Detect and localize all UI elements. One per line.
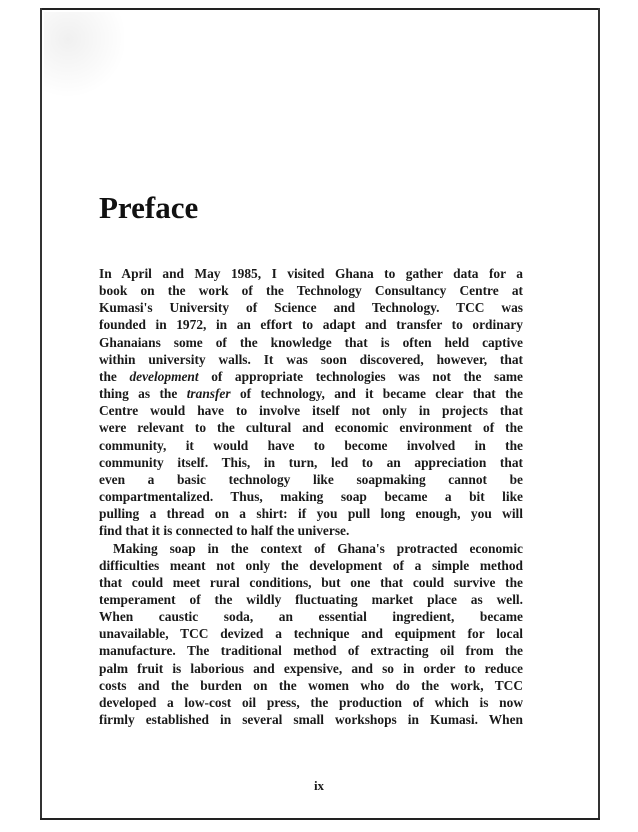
body-line: thing as the transfer of technology, and it became clear that the <box>99 386 523 402</box>
body-line: even a basic technology like soapmaking cannot be <box>99 471 523 487</box>
body-line: firmly established in several small workshops in Kumasi. When <box>99 712 523 728</box>
page-edge-bottom <box>40 818 600 820</box>
body-line: Making soap in the context of Ghana's protracted economic <box>113 540 523 556</box>
scan-speckle <box>44 12 124 102</box>
body-line: find that it is connected to half the universe. <box>99 523 350 539</box>
body-line: developed a low-cost oil press, the production of which is now <box>99 694 523 710</box>
body-line: that could meet rural conditions, but one that could survive the <box>99 574 523 590</box>
body-line: In April and May 1985, I visited Ghana to gather data for a <box>99 266 523 281</box>
preface-body <box>99 265 523 728</box>
body-line: Kumasi's University of Science and Technology. TCC was <box>99 300 523 316</box>
chapter-title: Preface <box>99 190 199 225</box>
body-line: palm fruit is laborious and expensive, and so in order to reduce <box>99 660 523 676</box>
page-edge-top <box>40 8 600 10</box>
body-line: pulling a thread on a shirt: if you pull long enough, you will <box>99 506 523 522</box>
page-edge-right <box>598 8 600 820</box>
body-line: community, it would have to become involved in the <box>99 437 523 453</box>
page-edge-left <box>40 8 42 818</box>
body-line: costs and the burden on the women who do the work, TCC <box>99 677 523 693</box>
body-line: book on the work of the Technology Consultancy Centre at <box>99 283 523 299</box>
body-line: Centre would have to involve itself not only in projects that <box>99 403 523 419</box>
body-line: difficulties meant not only the development of a simple method <box>99 557 523 573</box>
emphasis: transfer <box>186 386 231 402</box>
body-line: unavailable, TCC devized a technique and equipment for local <box>99 626 523 642</box>
body-line: manufacture. The traditional method of extracting oil from the <box>99 643 523 659</box>
body-line: within university walls. It was soon discovered, however, that <box>99 351 523 367</box>
body-line: compartmentalized. Thus, making soap became a bit like <box>99 489 523 505</box>
body-line: the development of appropriate technologies was not the same <box>99 368 523 384</box>
body-line: community itself. This, in turn, led to an appreciation that <box>99 454 523 470</box>
body-line: Ghanaians some of the knowledge that is often held captive <box>99 334 523 350</box>
body-line: were relevant to the cultural and economic environment of the <box>99 420 523 436</box>
emphasis: development <box>129 368 199 384</box>
body-line: When caustic soda, an essential ingredient, became <box>99 609 523 625</box>
body-line: temperament of the wildly fluctuating market place as well. <box>99 591 523 607</box>
body-line: founded in 1972, in an effort to adapt and transfer to ordinary <box>99 317 523 333</box>
page-number: ix <box>313 778 325 793</box>
